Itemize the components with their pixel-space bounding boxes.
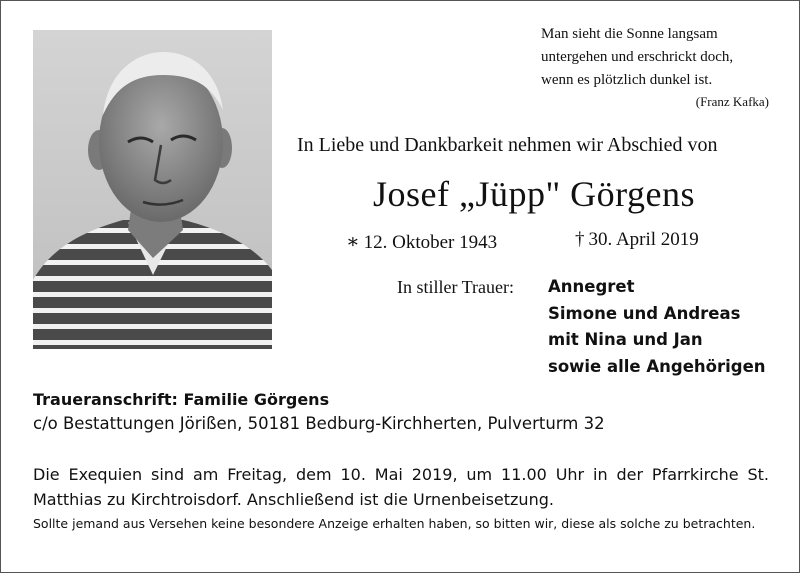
birth-star-icon: ∗	[346, 231, 360, 253]
birth-date: 12. Oktober 1943	[363, 232, 498, 253]
notice-text: Sollte jemand aus Versehen keine besondere Anzeige erhalten haben, so bitten wir, diese als solche zu betrachten.	[33, 516, 756, 531]
death-date: 30. April 2019	[588, 229, 699, 250]
death-date-line	[575, 229, 699, 251]
funeral-service-info: Die Exequien sind am Freitag, dem 10. Mai 2019, um 11.00 Uhr in der Pfarrkirche St. Matthias zu Kirchtroisdorf. Anschließend ist die Urnenbeisetzung.	[33, 465, 769, 509]
mourning-address-line: c/o Bestattungen Jörißen, 50181 Bedburg-Kirchherten, Pulverturm 32	[33, 414, 605, 433]
quote-line: Man sieht die Sonne langsam	[541, 26, 718, 42]
quote-line: untergehen und erschrickt doch,	[541, 49, 734, 65]
quote-author: (Franz Kafka)	[695, 94, 769, 109]
portrait-photo	[33, 30, 272, 349]
quote-line: wenn es plötzlich dunkel ist.	[541, 72, 713, 88]
farewell-intro: In Liebe und Dankbarkeit nehmen wir Abschied von	[297, 134, 718, 156]
mourners-list	[548, 274, 766, 380]
death-cross-icon: †	[575, 229, 585, 250]
birth-date-line	[346, 229, 497, 254]
mourner-name: mit Nina und Jan	[548, 330, 703, 349]
mourning-label: In stiller Trauer:	[397, 277, 514, 297]
mourner-name: sowie alle Angehörigen	[548, 356, 766, 376]
mourning-address-heading: Traueranschrift: Familie Görgens	[33, 390, 330, 409]
deceased-name: Josef „Jüpp" Görgens	[373, 174, 695, 214]
mourner-name: Simone und Andreas	[548, 303, 741, 323]
mourner-name: Annegret	[548, 277, 635, 296]
kafka-quote	[541, 23, 771, 111]
